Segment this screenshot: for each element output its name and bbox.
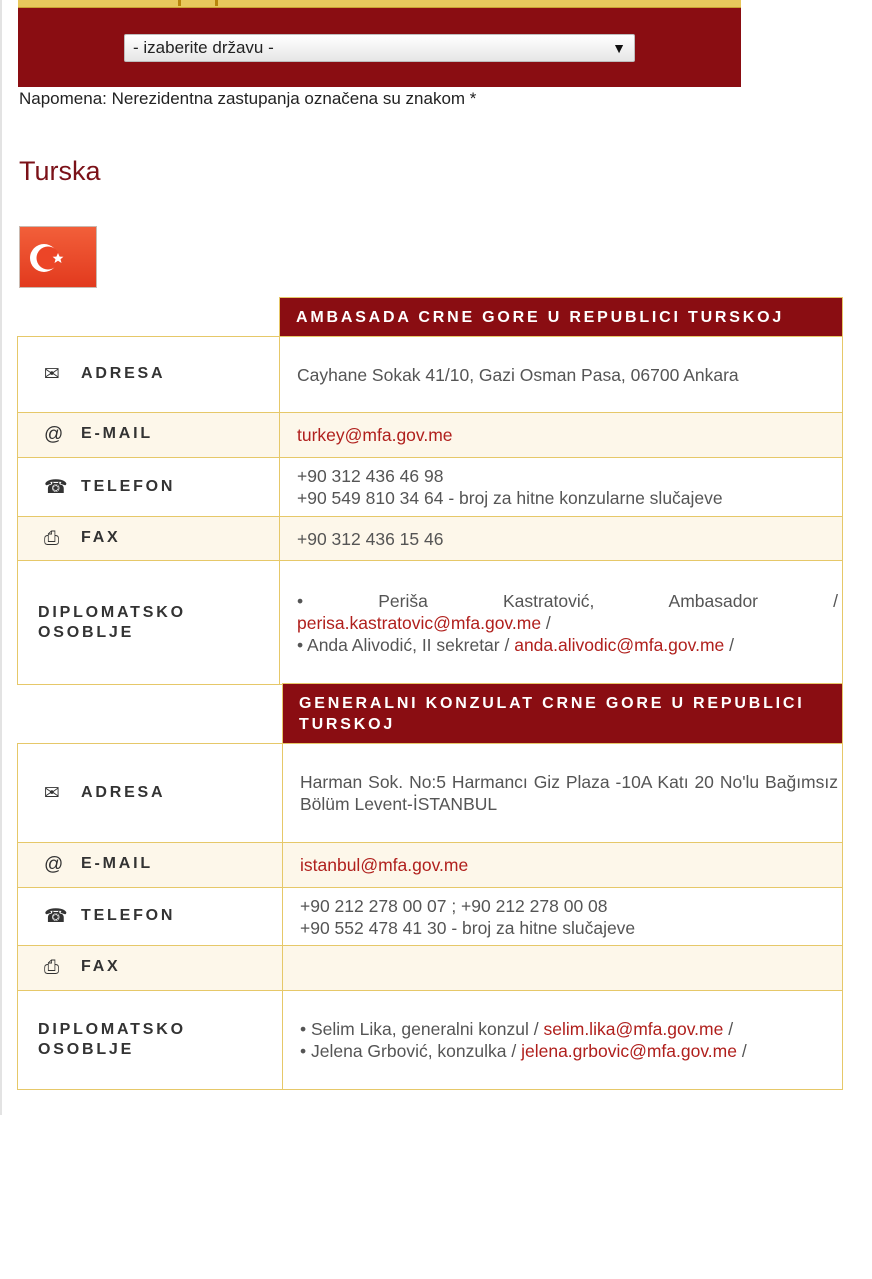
country-selector-panel: [18, 0, 741, 87]
staff-email-link[interactable]: perisa.kastratovic@mfa.gov.me: [297, 612, 542, 633]
embassy-fax: +90 312 436 15 46: [280, 517, 843, 561]
staff-entry-1: • Selim Lika, generalni konzul / selim.lika@mfa.gov.me /: [300, 1019, 734, 1039]
embassy-email-cell: [280, 413, 843, 458]
representation-note: Napomena: Nerezidentna zastupanja označena su znakom *: [19, 89, 477, 108]
telephone-icon: ☎: [44, 476, 68, 498]
embassy-phone-2: +90 549 810 34 64 - broj za hitne konzularne slučajeve: [297, 488, 723, 508]
consulate-title: GENERALNI KONZULAT CRNE GORE U REPUBLICI TURSKOJ: [283, 684, 843, 744]
fax-label: ⎙ FAX: [18, 946, 283, 991]
at-sign-icon: @: [44, 854, 64, 875]
page-left-border: [0, 0, 2, 1115]
telephone-icon: ☎: [44, 906, 68, 927]
consulate-phones: [283, 888, 843, 946]
fax-icon: ⎙: [44, 527, 60, 549]
staff-entry-2: • Jelena Grbović, konzulka / jelena.grbovic@mfa.gov.me /: [300, 1041, 747, 1061]
email-label: @ E-MAIL: [18, 413, 280, 458]
at-sign-icon: @: [44, 424, 64, 445]
embassy-address: Cayhane Sokak 41/10, Gazi Osman Pasa, 06700 Ankara: [280, 337, 843, 413]
staff-label: DIPLOMATSKO OSOBLJE: [18, 561, 280, 685]
staff-email-link[interactable]: selim.lika@mfa.gov.me: [543, 1019, 724, 1039]
embassy-table: [17, 297, 843, 685]
staff-entry-1-name: • Periša Kastratović, Ambasador /: [297, 590, 838, 611]
staff-email-link[interactable]: jelena.grbovic@mfa.gov.me: [521, 1041, 737, 1061]
fax-label: ⎙ FAX: [18, 517, 280, 561]
consulate-table: [17, 683, 843, 1090]
phone-label: ☎ TELEFON: [18, 888, 283, 946]
dropdown-arrow-icon: ▼: [612, 40, 626, 56]
consulate-staff: [283, 991, 843, 1090]
staff-label: DIPLOMATSKO OSOBLJE: [18, 991, 283, 1090]
embassy-phones: [280, 458, 843, 517]
address-label: ✉ ADRESA: [18, 744, 283, 843]
embassy-email-link[interactable]: turkey@mfa.gov.me: [297, 425, 453, 445]
staff-entry-1-contact: perisa.kastratovic@mfa.gov.me /: [297, 612, 551, 633]
embassy-phone-1: +90 312 436 46 98: [297, 466, 444, 486]
embassy-title: AMBASADA CRNE GORE U REPUBLICI TURSKOJ: [280, 298, 843, 337]
panel-top-strip: [18, 0, 741, 8]
country-select-value: - izaberite državu -: [133, 38, 274, 57]
country-select[interactable]: [124, 34, 635, 62]
staff-entry-2: • Anda Alivodić, II sekretar / anda.alivodic@mfa.gov.me /: [297, 634, 734, 655]
email-label: @ E-MAIL: [18, 843, 283, 888]
envelope-icon: ✉: [44, 782, 60, 804]
consulate-phone-1: +90 212 278 00 07 ; +90 212 278 00 08: [300, 895, 608, 916]
consulate-fax: [283, 946, 843, 991]
fax-icon: ⎙: [44, 957, 60, 978]
country-title: Turska: [19, 156, 101, 186]
embassy-staff: [280, 561, 843, 685]
staff-email-link[interactable]: anda.alivodic@mfa.gov.me: [514, 634, 725, 655]
consulate-phone-2: +90 552 478 41 30 - broj za hitne slučajeve: [300, 917, 636, 938]
consulate-address: Harman Sok. No:5 Harmancı Giz Plaza -10A Katı 20 No'lu Bağımsız Bölüm Levent-İSTANBUL: [283, 744, 843, 843]
phone-label: ☎ TELEFON: [18, 458, 280, 517]
consulate-email-link[interactable]: istanbul@mfa.gov.me: [300, 855, 469, 875]
envelope-icon: ✉: [44, 364, 60, 385]
turkey-flag-icon: [19, 226, 97, 288]
consulate-email-cell: [283, 843, 843, 888]
address-label: ✉ ADRESA: [18, 337, 280, 413]
